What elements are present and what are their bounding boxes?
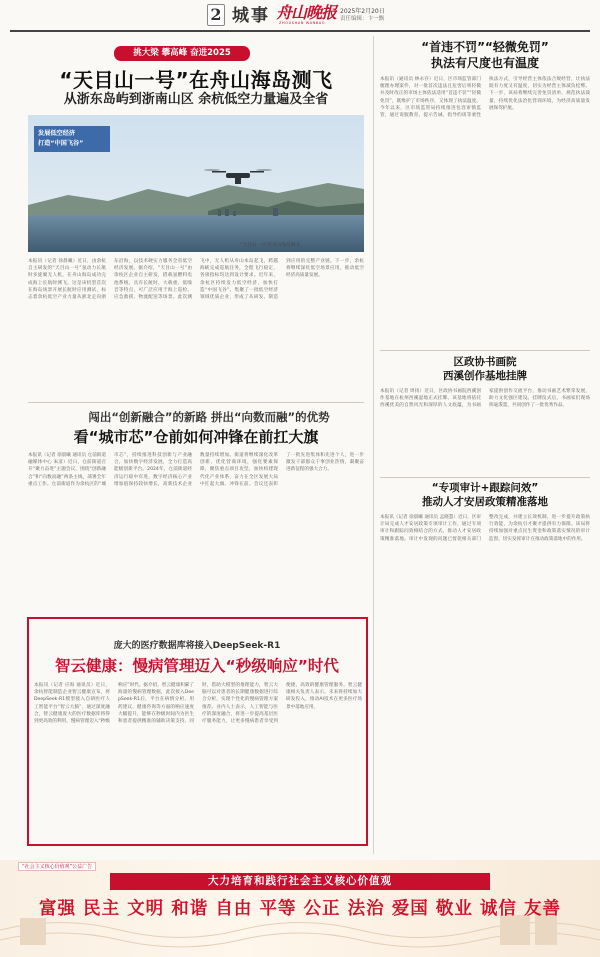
newspaper-logo-sub: ZHOUSHAN WANBAO bbox=[279, 21, 326, 25]
lead-kicker-banner: 挑大梁 攀高峰 奋进2025 bbox=[114, 46, 250, 61]
column-divider bbox=[373, 36, 374, 854]
right-story2-subhead: 西溪创作基地挂牌 bbox=[443, 370, 527, 382]
right-story3-subhead: 推动人才安居政策精准落地 bbox=[422, 496, 548, 508]
section-name: 城事 bbox=[232, 6, 270, 26]
right-story2-headline: 区政协书画院 bbox=[453, 356, 517, 368]
newspaper-logo: 舟山晚报 bbox=[276, 3, 337, 22]
middle-kicker: 闯出“创新融合”的新路 拼出“向数而融”的优势 bbox=[88, 410, 330, 424]
middle-headline: 看“城市芯”仓前如何冲锋在前扛大旗 bbox=[73, 428, 319, 446]
right-rule-1 bbox=[380, 350, 590, 351]
lead-headline: “天目山一号”在舟山海岛测飞 bbox=[59, 68, 333, 92]
page-number: 2 bbox=[207, 4, 225, 26]
lead-body: 本报讯（记者 徐晨曦）近日，由余杭自主研发的“天目山一号”氢动力长航时多旋翼无人机，在舟山海岛成功完成海上长航时测飞。这是该机型首次在海岛场景开展长航时应用测试，标志着余杭低空产业力量从浙北走向浙东沿海，以技术硬实力服务全省低空经济发展。据介绍，“天目山一号”由余杭区企业自主研发，搭载氢燃料电池系统，具有长航时、大载重、低噪音等特点，可广泛应用于海上巡检、应急救援、物流配送等场景。此次测飞中，无人机从舟山本岛起飞，跨越海峡完成巡航任务，全程飞行稳定，各项指标均达到设计要求。近年来，余杭区持续发力低空经济，加快打造“中国飞谷”，集聚了一批低空经济领域优质企业，形成了从研发、制造到应用的完整产业链。下一步，余杭将继续深化低空场景应用，推动低空经济高质量发展。 bbox=[28, 259, 364, 301]
banner-tag: “社会主义核心价值观”公益广告 bbox=[18, 862, 96, 871]
overlay-line-1: 发展低空经济 bbox=[38, 130, 76, 137]
lead-subhead: 从浙东岛屿到浙南山区 余杭低空力量遍及全省 bbox=[63, 92, 329, 107]
right-story3-headline: “专项审计+跟踪问效” bbox=[431, 482, 539, 494]
right-story3-body: 本报讯（记者 徐晨曦 通讯员 孟晓慧）近日，区审计局完成人才安居政策专项审计工作，通过专项审计和跟踪问效相结合的方式，推动人才安居政策精准落地。审计中发现的问题已督促相关部门整改完成，并建立长效机制，进一步提升政策执行效能，为余杭引才聚才提供有力保障。该局将持续加强对重点民生资金和政策落实情况的审计监督，切实发挥审计在推动政策落地中的作用。 bbox=[380, 515, 590, 542]
medical-body: 本报讯（记者 应海 通讯员）近日，余杭智能制造企业智云健康宣布，将DeepSeek-R1模型接入自研医疗人工智能平台“智云大脑”，通过深度融合，智云健康庞大的医疗数据库将得到更高效的利用，慢病管理迈入“秒级响应”时代。据介绍，智云健康积累了海量的慢病管理数据，此次接入DeepSeek-R1后，平台在病情分析、用药建议、健康咨询等方面的响应速度大幅提升，能够在秒级时间内为医生和患者提供精准的辅助决策支持。同时，借助大模型的推理能力，智云大脑可以对患者的长期健康数据进行综合分析，实现个性化的慢病管理方案推荐。业内人士表示，人工智能与医疗的深度融合，将进一步提高基层医疗服务能力，让更多慢病患者享受到便捷、高效的健康管理服务。智云健康相关负责人表示，未来将持续加大研发投入，推动AI技术在更多医疗场景中落地应用。 bbox=[34, 683, 362, 725]
right-story1-subhead: 执法有尺度也有温度 bbox=[430, 56, 539, 70]
middle-body: 本报讯（记者 徐晨曦 通讯员 仓前街道融媒体中心 朱彦）近日，仓前街道召开“聚力奋进”主题会议，围绕“创新融合”和“向数而融”两条主线，部署全年重点工作。仓前街道作为余杭区的“城市芯”，持续推进科技创新与产业融合，加快数字经济发展，全力打造高能级创新平台。2024年，仓前街道经济运行稳中有进，数字经济核心产业增加值保持较快增长，高新技术企业数量持续增加。街道将继续深化改革创新，优化营商环境，强化要素保障，聚焦重点项目攻坚，加快构建现代化产业体系，奋力在全区发展大局中扛起大旗、冲锋在前。会议还表彰了一批先进集体和先进个人，进一步激发干部群众干事创业热情，凝聚奋进新征程的强大合力。 bbox=[28, 453, 364, 487]
right-story2-body: 本报讯（记者 周扬）近日，区政协书画院西溪创作基地在杭州西溪湿地正式挂牌。该基地将依托西溪优美的自然风光和深厚的人文底蕴，为书画家提供创作交流平台，推动书画艺术繁荣发展，助力文化强区建设。挂牌仪式后，书画家们现场挥毫泼墨，共同创作了一批优秀作品。 bbox=[380, 389, 590, 409]
issue-date: 2025年2月20日 bbox=[340, 8, 385, 15]
banner-title: 大力培育和践行社会主义核心价值观 bbox=[110, 873, 490, 890]
header-rule bbox=[10, 30, 590, 32]
section-rule bbox=[28, 402, 364, 403]
right-rule-2 bbox=[380, 477, 590, 478]
medical-kicker: 庞大的医疗数据库将接入DeepSeek-R1 bbox=[113, 641, 281, 651]
banner-core-values: 富强 民主 文明 和谐 自由 平等 公正 法治 爱国 敬业 诚信 友善 bbox=[38, 899, 562, 919]
medical-headline: 智云健康：慢病管理迈入“秒级响应”时代 bbox=[55, 657, 339, 675]
right-story1-headline: “首违不罚”“轻微免罚” bbox=[421, 40, 549, 54]
overlay-line-2: 打造“中国飞谷” bbox=[38, 140, 84, 147]
editor-credit: 责任编辑：卞一飘 bbox=[340, 16, 385, 22]
photo-overlay-label bbox=[34, 126, 110, 152]
right-story1-body: 本报讯（通讯员 林永存）近日，区市场监管部门梳理办理案件，对一批首次违法且危害后果轻微并及时改正的市场主体依法适用“首违不罚”“轻微免罚”，既维护了市场秩序，又体现了执法温度。今年以来，区市场监管局持续推进包容审慎监管，通过说服教育、提示告诫、指导约谈等柔性执法方式，引导经营主体依法合规经营，让执法既有力度又有温度，切实为经营主体减负松绑。下一步，该局将继续完善免罚清单，规范执法裁量，持续优化法治化营商环境，为经济高质量发展保驾护航。 bbox=[380, 77, 590, 119]
photo-caption: “天目山一号”在舟山海岛测飞 bbox=[240, 243, 300, 248]
